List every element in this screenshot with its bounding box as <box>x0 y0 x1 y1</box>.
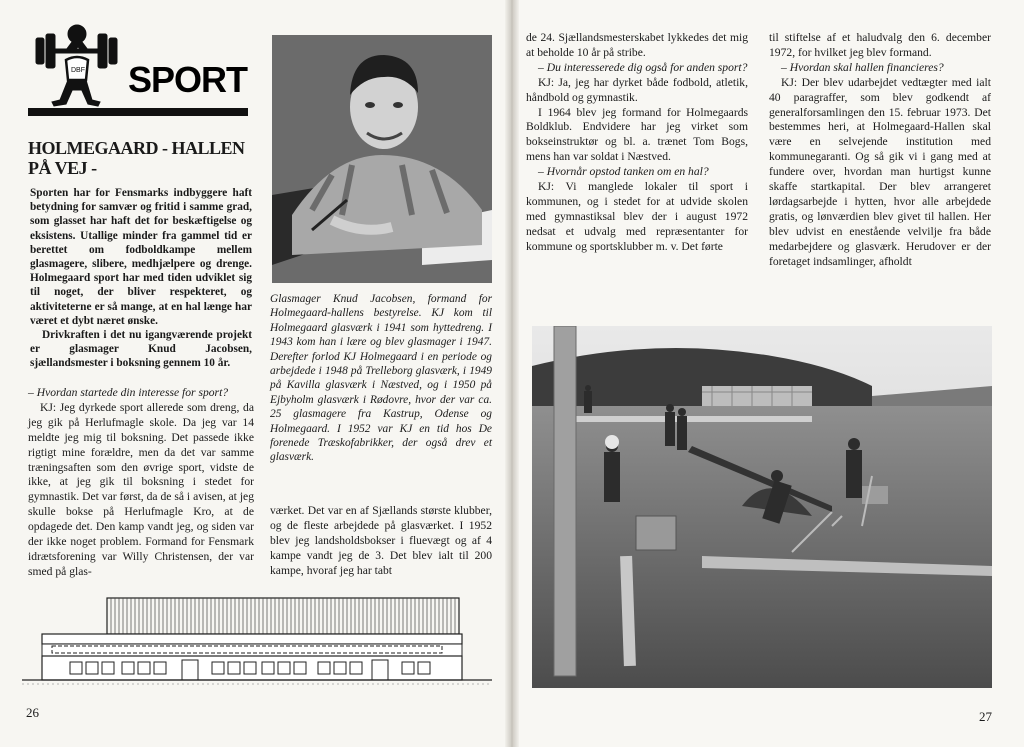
interview-question: – Hvornår opstod tanken om en hal? <box>538 165 709 179</box>
portrait-caption: Glasmager Knud Jacobsen, formand for Holmegaard-hallens bestyrelse. KJ kom til Holmegaard glasværk i 1941 som hyttedreng. I 1943 kom han i lære og blev glasmager i 1947. Derefter forlod KJ Holmegaard i en periode og arbejdede i 1948 på Trelleborg glasværk, i 1949 på Kavilla glasværk i Næstved, og i 1950 på Ejbyholm glasværk i Rødovre, hvor der var ca. 25 glasmagere fra Kastrup, Odense og Holmegaard. I 1952 var KJ en tid hos De forenede Træskofabrikker, der også drev et glasværk. <box>270 293 492 464</box>
left-column-2 <box>270 504 492 579</box>
interview-answer: I 1964 blev jeg formand for Holmegaards Boldklub. Endvidere har jeg virket som bokseinstruktør og bl. a. trænet Tom Bogs, mens han var soldat i Næstved. <box>526 105 748 164</box>
interview-answer: værket. Det var en af Sjællands største klubber, og de fleste arbejdede på glasværket. I 1952 blev jeg landsholdsbokser i fluevægt og af 4 kampe vandt jeg de 3. Det blev ialt til 200 kampe, hvoraf jeg har tabt <box>270 504 492 577</box>
right-page <box>514 0 1024 747</box>
interview-question: – Du interesserede dig også for anden sport? <box>538 60 748 74</box>
interview-answer: KJ: Jeg dyrkede sport allerede som dreng, da jeg gik på Herlufmagle skole. Da jeg var 14 meldte jeg mig til boksning. Det passede ikke rigtigt mine forældre, men da det var samme træningsaften som den øvrige sport, vidste de ikke, at jeg gik til boksning i stedet for gymnastik. Det var først, da de så i avisen, at jeg skulle bokse på Herlufmagle Kro, at de opdagede det. Den kamp vandt jeg, og siden var der ikke noget problem. Formand for Fensmark idrætsforening var Willy Christensen, der var smed på glas- <box>28 400 254 578</box>
headline-rule <box>28 108 248 116</box>
interview-question: – Hvordan skal hallen financieres? <box>781 60 944 74</box>
right-column-2 <box>769 31 991 270</box>
intro-paragraph: Sporten har for Fensmarks indbyggere haft betydning for samvær og fritid i samme grad, som glasset har haft det for beskæftigelse og eksistens. Utallige minder fra gammel tid er berettet om fodboldkampe mellem glasmagere, slibere, medhjælpere og drenge. Holmegaard sport har med tiden udviklet sig til noget, der bliver respekteret, og aktiviteterne er så mange, at en hal længe har været et dybt næret ønske. <box>30 187 252 327</box>
interview-answer: KJ: Der blev udarbejdet vedtægter med ialt 40 paragraffer, som blev godkendt af generalforsamlingen den 15. februar 1973. Det bestemmes heri, at Holmegaard-Hallen skal være en selvejende institution med kommunegaranti. Og så gik vi i gang med at fundere over, hvordan man hurtigst kunne skaffe startkapital. Der blev arrangeret lørdagsarbejde i hytten, hvor alle arbejdede gratis, og lønværdien blev givet til hallen. Her blev udvist en enestående velvilje fra både medarbejdere og glasværk. Herudover er der foretaget indsamlinger, afholdt <box>769 75 991 268</box>
page-number: 27 <box>979 709 992 724</box>
left-column-1 <box>28 386 254 580</box>
page-number: 26 <box>26 705 39 720</box>
interview-answer: til stiftelse af et haludvalg den 6. december 1972, for hvilket jeg blev formand. <box>769 31 991 59</box>
left-page <box>0 0 510 747</box>
portrait-photo <box>272 35 492 283</box>
interview-answer: de 24. Sjællandsmesterskabet lykkedes det mig at beholde 10 år på stribe. <box>526 31 748 59</box>
interview-answer: KJ: Vi manglede lokaler til sport i kommunen, og i stedet for at udvide skolen med gymnastiksal blev der i august 1972 nedsat et udvalg med repræsentanter for kommune og sportsklubber m. v. Det førte <box>526 180 748 253</box>
interview-question: – Hvordan startede din interesse for sport? <box>28 386 229 399</box>
weightlifter-icon <box>36 25 117 106</box>
article-headline: HOLMEGAARD - HALLEN PÅ VEJ - <box>28 138 245 178</box>
interview-answer: KJ: Ja, jeg har dyrket både fodbold, atletik, håndbold og gymnastik. <box>526 75 748 104</box>
article-intro <box>30 186 252 371</box>
hall-drawing <box>22 594 492 692</box>
page-gutter <box>505 0 519 747</box>
right-column-1 <box>526 31 748 255</box>
intro-paragraph: Drivkraften i det nu igangværende projekt er glasmager Knud Jacobsen, sjællandsmester i boksning gennem 10 år. <box>30 329 252 370</box>
sport-logo-word: SPORT <box>128 59 248 100</box>
construction-site-photo <box>532 326 992 688</box>
svg-text:DBF: DBF <box>71 67 85 74</box>
